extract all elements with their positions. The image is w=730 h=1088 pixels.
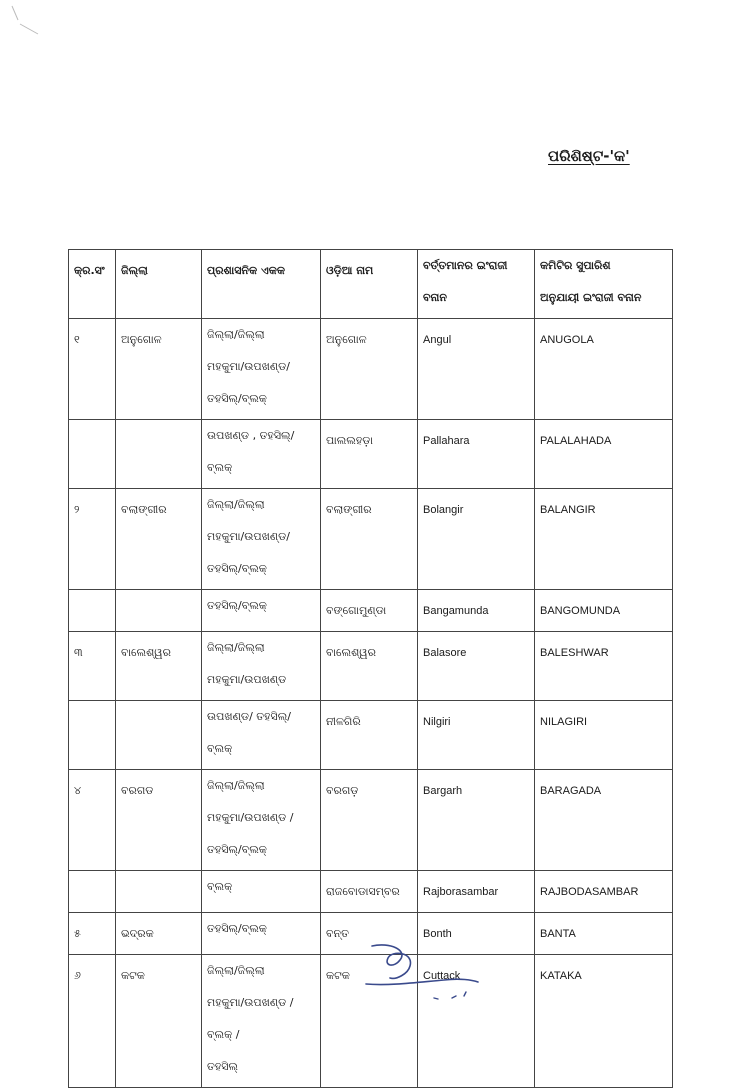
cell-recommended-spelling: NILAGIRI [535, 701, 673, 770]
cell-odia-name: ବରଗଡ଼ [321, 770, 418, 871]
cell-current-spelling: Cuttack [418, 955, 535, 1088]
cell-serial: ୬ [69, 955, 116, 1088]
cell-odia-name: ନୀଳଗିରି [321, 701, 418, 770]
cell-odia-name: ରାଜବୋଡାସମ୍ବର [321, 871, 418, 913]
cell-current-spelling: Angul [418, 319, 535, 420]
header-serial: କ୍ର.ସଂ [69, 250, 116, 319]
cell-district: ବାଲେଶ୍ୱର [116, 632, 202, 701]
appendix-title: ପରିଶିଷ୍ଟ-'କ' [548, 147, 630, 165]
unit-line: ଜିଲ୍ଲା/ଜିଲ୍ଲା [207, 964, 265, 977]
cell-serial [69, 420, 116, 489]
cell-district [116, 701, 202, 770]
header-unit: ପ୍ରଶାସନିକ ଏକକ [202, 250, 321, 319]
table-row [69, 420, 673, 489]
signature [360, 940, 500, 1010]
table-header-row [69, 250, 673, 319]
header-district: ଜିଲ୍ଲା [116, 250, 202, 319]
cell-current-spelling: Bargarh [418, 770, 535, 871]
cell-recommended-spelling: BARAGADA [535, 770, 673, 871]
cell-serial: ୨ [69, 489, 116, 590]
cell-unit [202, 770, 321, 871]
unit-line: ମହକୁମା/ଉପଖଣ୍ଡ / [207, 811, 294, 824]
unit-line: ତହସିଲ୍/ବ୍ଲକ୍ [207, 599, 267, 612]
cell-recommended-spelling: BANTA [535, 913, 673, 955]
cell-recommended-spelling: ANUGOLA [535, 319, 673, 420]
header-odia-name: ଓଡ଼ିଆ ନାମ [321, 250, 418, 319]
cell-serial: ୩ [69, 632, 116, 701]
cell-unit [202, 489, 321, 590]
cell-recommended-spelling: KATAKA [535, 955, 673, 1088]
cell-recommended-spelling: BANGOMUNDA [535, 590, 673, 632]
table-row [69, 590, 673, 632]
cell-unit [202, 871, 321, 913]
table-row [69, 701, 673, 770]
unit-line: ମହକୁମା/ଉପଖଣ୍ଡ [207, 673, 287, 686]
unit-line: ଉପଖଣ୍ଡ , ତହସିଲ୍/ବ୍ଲକ୍ [207, 429, 295, 474]
cell-odia-name: ଅନୁଗୋଳ [321, 319, 418, 420]
cell-unit [202, 420, 321, 489]
cell-district [116, 420, 202, 489]
unit-line: ଜିଲ୍ଲା/ଜିଲ୍ଲା [207, 641, 265, 654]
cell-odia-name: ପାଲଲହଡ଼ା [321, 420, 418, 489]
cell-district: ବଲାଙ୍ଗୀର [116, 489, 202, 590]
cell-district: ଅନୁଗୋଳ [116, 319, 202, 420]
cell-odia-name: ବନ୍ତ [321, 913, 418, 955]
cell-serial: ୪ [69, 770, 116, 871]
cell-current-spelling: Nilgiri [418, 701, 535, 770]
cell-district: ବରଗଡ [116, 770, 202, 871]
cell-current-spelling: Pallahara [418, 420, 535, 489]
cell-serial: ୧ [69, 319, 116, 420]
cell-current-spelling: Rajborasambar [418, 871, 535, 913]
table-row [69, 770, 673, 871]
cell-district [116, 590, 202, 632]
cell-unit [202, 590, 321, 632]
cell-unit [202, 319, 321, 420]
header-recommended-spelling [535, 250, 673, 319]
unit-line: ତହସିଲ୍/ବ୍ଲକ୍ [207, 922, 267, 935]
unit-line: ତହସିଲ୍ [207, 1060, 238, 1073]
scan-corner-mark [8, 4, 48, 44]
cell-unit [202, 955, 321, 1088]
header-current-line2: ବନାନ [423, 291, 447, 304]
cell-current-spelling: Bolangir [418, 489, 535, 590]
unit-line: ମହକୁମା/ଉପଖଣ୍ଡ/ [207, 530, 291, 543]
cell-serial: ୫ [69, 913, 116, 955]
cell-serial [69, 590, 116, 632]
cell-recommended-spelling: RAJBODASAMBAR [535, 871, 673, 913]
unit-line: ଜିଲ୍ଲା/ଜିଲ୍ଲା [207, 328, 265, 341]
cell-current-spelling: Balasore [418, 632, 535, 701]
cell-odia-name: ବଙ୍ଗୋମୁଣ୍ଡା [321, 590, 418, 632]
unit-line: ଜିଲ୍ଲା/ଜିଲ୍ଲା [207, 779, 265, 792]
unit-line: ବ୍ଲକ୍ [207, 880, 233, 893]
cell-odia-name: ବଲାଙ୍ଗୀର [321, 489, 418, 590]
cell-recommended-spelling: BALESHWAR [535, 632, 673, 701]
cell-recommended-spelling: BALANGIR [535, 489, 673, 590]
cell-current-spelling: Bangamunda [418, 590, 535, 632]
cell-district: ଭଦ୍ରକ [116, 913, 202, 955]
cell-serial [69, 871, 116, 913]
table-row [69, 632, 673, 701]
cell-current-spelling: Bonth [418, 913, 535, 955]
header-recommended-line2: ଅନୁଯାୟୀ ଇଂରାଜୀ ବନାନ [540, 291, 642, 304]
cell-district [116, 871, 202, 913]
unit-line: ଉପଖଣ୍ଡ/ ତହସିଲ୍/ବ୍ଲକ୍ [207, 710, 291, 755]
cell-district: କଟକ [116, 955, 202, 1088]
unit-line: ତହସିଲ୍/ବ୍ଲକ୍ [207, 843, 267, 856]
table-row [69, 489, 673, 590]
header-recommended-line1: କମିଟିର ସୁପାରିଶ [540, 259, 611, 272]
cell-unit [202, 701, 321, 770]
unit-line: ମହକୁମା/ଉପଖଣ୍ଡ /ବ୍ଲକ୍ / [207, 996, 294, 1041]
unit-line: ମହକୁମା/ଉପଖଣ୍ଡ/ [207, 360, 291, 373]
table-row [69, 319, 673, 420]
cell-odia-name: ବାଲେଶ୍ୱର [321, 632, 418, 701]
cell-recommended-spelling: PALALAHADA [535, 420, 673, 489]
cell-serial [69, 701, 116, 770]
header-current-line1: ବର୍ତ୍ତମାନର ଇଂରାଜୀ [423, 259, 508, 272]
header-current-spelling [418, 250, 535, 319]
unit-line: ତହସିଲ୍/ବ୍ଲକ୍ [207, 392, 267, 405]
unit-line: ତହସିଲ୍/ବ୍ଲକ୍ [207, 562, 267, 575]
unit-line: ଜିଲ୍ଲା/ଜିଲ୍ଲା [207, 498, 265, 511]
table-row [69, 871, 673, 913]
cell-unit [202, 632, 321, 701]
cell-unit [202, 913, 321, 955]
cell-odia-name: କଟକ [321, 955, 418, 1088]
